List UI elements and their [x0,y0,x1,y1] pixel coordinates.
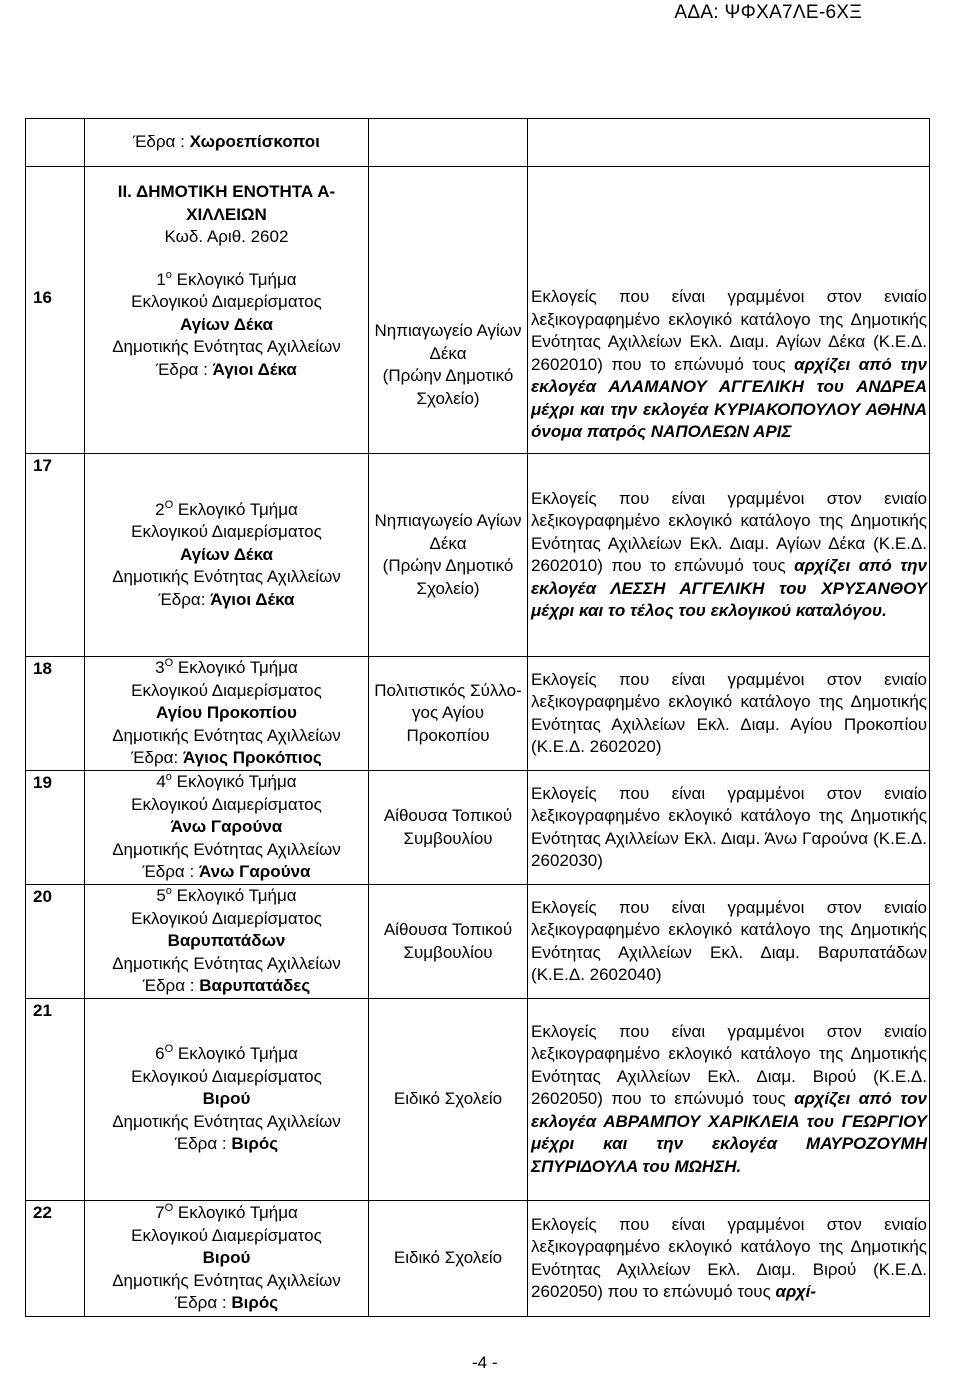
municipal-unit: Δημοτικής Ενότητας Αχιλλείων [112,337,341,356]
table-row [26,885,930,999]
voters-description: Εκλογείς που είναι γραμμένοι στον ενιαίο λεξικογραφημένο εκλογικό κατάλογο της Δημοτικής Ενότητας Αχιλλείων Εκλ. Διαμ. Βαρυπατάδων (Κ.Ε.Δ. 2602040) [528,885,930,999]
row-number: 16 [26,167,85,454]
seat: Έδρα : Άνω Γαρούνα [142,862,311,882]
municipal-unit: Δημοτικής Ενότητας Αχιλλείων [112,725,341,745]
row-number: 22 [26,1201,85,1317]
seat: Έδρα : Άγιοι Δέκα [156,359,297,379]
district-label: Εκλογικού Διαμερίσματος [131,522,322,542]
polling-stations-table [25,118,930,1317]
voters-description: Εκλογείς που είναι γραμμένοι στον ενιαίο λεξικογραφημένο εκλογικό κατάλογο της Δημοτικής Ενότητας Αχιλλείων Εκλ. Διαμ. Βιρού (Κ.Ε.Δ. 2602050) που το επώνυμό τους αρχίζει από τον εκλογέα ΑΒΡΑΜΠΟΥ ΧΑΡΙΚΛΕΙΑ του ΓΕΩΡΓΙΟΥ μέχρι και την εκλογέα ΜΑΥΡΟΖΟΥΜΗ ΣΠΥΡΙΔΟΥΛΑ του ΜΩΗΣΗ. [528,999,930,1201]
section-title: $7^O$ Εκλογικό Τμήμα [155,1202,298,1223]
unit-title-cont: ΧΙΛΛΕΙΩΝ [186,204,267,224]
district-name: Βιρού [202,1089,251,1109]
seat-name: Χωροεπίσκοποι [189,132,320,152]
polling-place: Πολιτιστικός Σύλλο- γος Αγίου Προκοπίου [369,657,528,771]
municipal-unit: Δημοτικής Ενότητας Αχιλλείων [112,1111,341,1131]
table-row [26,771,930,885]
table-row [26,454,930,657]
seat: Έδρα : Βιρός [174,1293,279,1313]
district-label: Εκλογικού Διαμερίσματος [131,292,322,311]
district-name: Βαρυπατάδων [167,931,286,951]
section-title: $6^O$ Εκλογικό Τμήμα [155,1043,298,1064]
section-title: $4^o$ Εκλογικό Τμήμα [156,771,297,792]
polling-place: Ειδικό Σχολείο [369,1201,528,1317]
page-number: -4 - [472,1353,498,1372]
polling-place: Αίθουσα Τοπικού Συμβουλίου [369,885,528,999]
seat: Έδρα: Άγιος Προκόπιος [131,748,322,768]
unit-title: ΙΙ. ΔΗΜΟΤΙΚΗ ΕΝΟΤΗΤΑ Α- [117,182,336,201]
district-name: Αγίου Προκοπίου [156,703,297,723]
row-number: 18 [26,657,85,771]
polling-place: Ειδικό Σχολείο [369,999,528,1201]
municipal-unit: Δημοτικής Ενότητας Αχιλλείων [112,839,341,859]
voters-description: Εκλογείς που είναι γραμμένοι στον ενιαίο λεξικογραφημένο εκλογικό κατάλογο της Δημοτικής Ενότητας Αχιλλείων Εκλ. Διαμ. Βιρού (Κ.Ε.Δ. 2602050) που το επώνυμό τους αρχί- [528,1201,930,1317]
seat: Έδρα: Άγιοι Δέκα [158,589,295,609]
district-label: Εκλογικού Διαμερίσματος [131,908,322,928]
table-row [26,119,930,167]
voters-description: Εκλογείς που είναι γραμμένοι στον ενιαίο λεξικογραφημένο εκλογικό κατάλογο της Δημοτικής Ενότητας Αχιλλείων Εκλ. Διαμ. Αγίων Δέκα (Κ.Ε.Δ. 2602010) που το επώνυμό τους αρχίζει από την εκλογέα ΑΛΑΜΑΝΟΥ ΑΓΓΕΛΙΚΗ του ΑΝΔΡΕΑ μέχρι και την εκλογέα ΚΥΡΙΑΚΟΠΟΥΛΟΥ ΑΘΗΝΑ όνομα πατρός ΝΑΠΟΛΕΩΝ ΑΡΙΣ [528,167,930,454]
polling-place: Αίθουσα Τοπικού Συμβουλίου [369,771,528,885]
district-name: Βιρού [202,1248,251,1268]
municipal-unit: Δημοτικής Ενότητας Αχιλλείων [112,1270,341,1290]
polling-place: Νηπιαγωγείο Αγίων Δέκα (Πρώην Δημοτικό Σχολείο) [369,454,528,657]
ada-code: ΑΔΑ: ΨΦΧΑ7ΛΕ-6ΧΞ [674,2,862,23]
row-number: 17 [26,454,85,657]
voters-description: Εκλογείς που είναι γραμμένοι στον ενιαίο λεξικογραφημένο εκλογικό κατάλογο της Δημοτικής Ενότητας Αχιλλείων Εκλ. Διαμ. Αγίου Προκοπίου (Κ.Ε.Δ. 2602020) [528,657,930,771]
district-name: Αγίων Δέκα [179,314,273,334]
unit-code: Κωδ. Αριθ. 2602 [164,227,289,246]
municipal-unit: Δημοτικής Ενότητας Αχιλλείων [112,953,341,973]
district-label: Εκλογικού Διαμερίσματος [131,1225,322,1245]
district-name: Άνω Γαρούνα [170,817,283,837]
seat: Έδρα : Βαρυπατάδες [142,976,311,996]
section-title: $1^o$ Εκλογικό Τμήμα [156,268,297,289]
row-number: 21 [26,999,85,1201]
section-title: $5^o$ Εκλογικό Τμήμα [156,885,297,906]
polling-place: Νηπιαγωγείο Αγίων Δέκα (Πρώην Δημοτικό Σχολείο) [369,167,528,454]
district-label: Εκλογικού Διαμερίσματος [131,794,322,814]
row-number: 19 [26,771,85,885]
section-title: $3^O$ Εκλογικό Τμήμα [155,657,298,678]
seat-label: Έδρα : [133,132,185,152]
table-row [26,999,930,1201]
section-title: $2^O$ Εκλογικό Τμήμα [155,498,298,519]
seat: Έδρα : Βιρός [174,1134,279,1154]
table-row [26,167,930,454]
row-number: 20 [26,885,85,999]
voters-description: Εκλογείς που είναι γραμμένοι στον ενιαίο λεξικογραφημένο εκλογικό κατάλογο της Δημοτικής Ενότητας Αχιλλείων Εκλ. Διαμ. Αγίων Δέκα (Κ.Ε.Δ. 2602010) που το επώνυμό τους αρχίζει από την εκλογέα ΛΕΣΣΗ ΑΓΓΕΛΙΚΗ του ΧΡΥΣΑΝΘΟΥ μέχρι και το τέλος του εκλογικού καταλόγου. [528,454,930,657]
district-label: Εκλογικού Διαμερίσματος [131,680,322,700]
district-label: Εκλογικού Διαμερίσματος [131,1066,322,1086]
voters-description: Εκλογείς που είναι γραμμένοι στον ενιαίο λεξικογραφημένο εκλογικό κατάλογο της Δημοτικής Ενότητας Αχιλλείων Εκλ. Διαμ. Άνω Γαρούνα (Κ.Ε.Δ. 2602030) [528,771,930,885]
table-row [26,657,930,771]
municipal-unit: Δημοτικής Ενότητας Αχιλλείων [112,567,341,587]
table-row [26,1201,930,1317]
district-name: Αγίων Δέκα [179,544,273,564]
